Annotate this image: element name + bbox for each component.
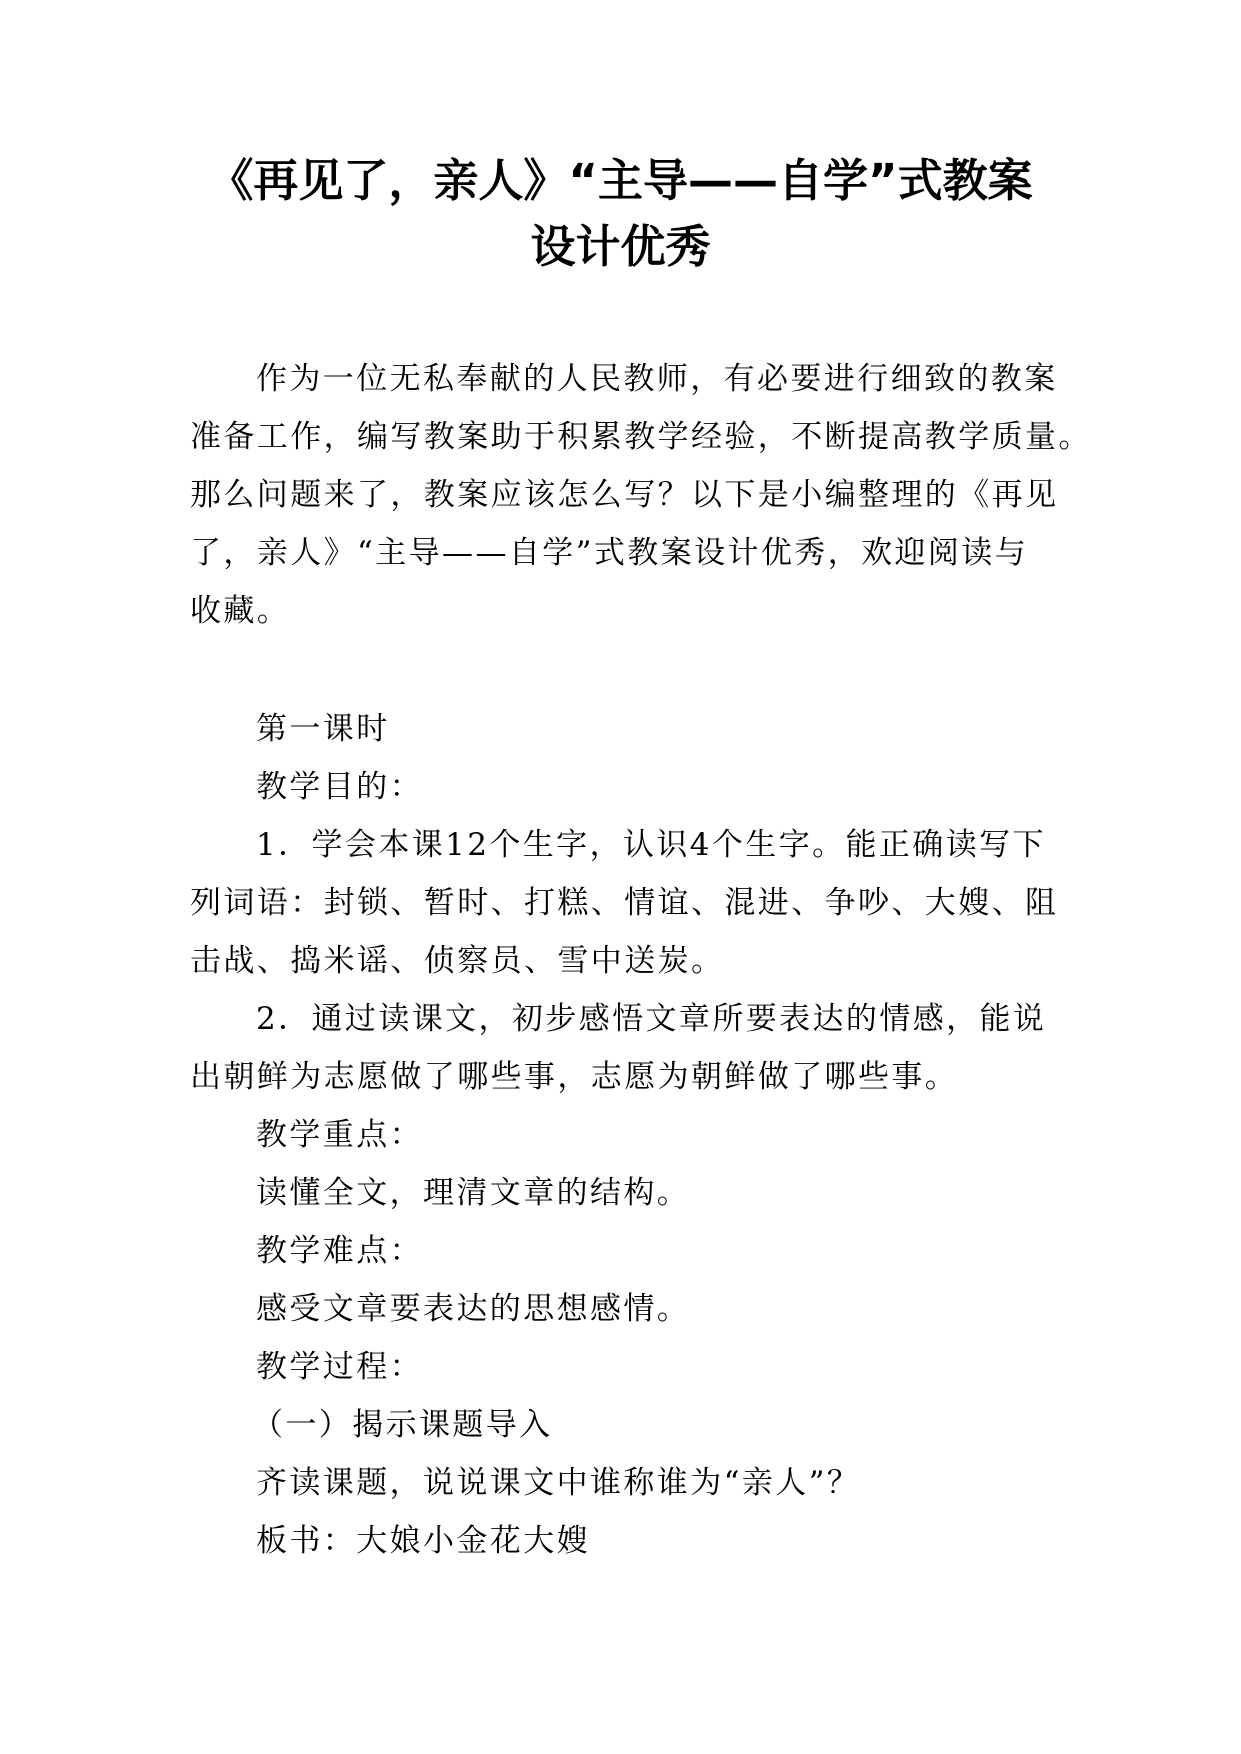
board-text: 板书：大娘小金花大嫂: [256, 1523, 590, 1559]
objective-2-line: 出朝鲜为志愿做了哪些事，志愿为朝鲜做了哪些事。: [190, 1059, 959, 1095]
intro-line: 收藏。: [190, 593, 291, 629]
intro-line: 那么问题来了，教案应该怎么写？以下是小编整理的《再见: [190, 477, 1059, 513]
objective-2-line: 2．通过读课文，初步感悟文章所要表达的情感，能说: [256, 1001, 1047, 1037]
document-title: [150, 148, 1091, 280]
intro-line: 作为一位无私奉献的人民教师，有必要进行细致的教案: [256, 361, 1058, 397]
difficulty-label: 教学难点：: [256, 1233, 423, 1269]
intro-line: 了，亲人》“主导——自学”式教案设计优秀，欢迎阅读与: [190, 535, 1029, 571]
title-line-2: 设计优秀: [530, 220, 711, 273]
objectives-label: 教学目的：: [256, 769, 423, 805]
lesson-section: [190, 700, 1059, 1570]
process-label: 教学过程：: [256, 1349, 423, 1385]
objective-1-line: 列词语：封锁、暂时、打糕、情谊、混进、争吵、大嫂、阻: [190, 885, 1059, 921]
step-1-text: 齐读课题，说说课文中谁称谁为“亲人”？: [256, 1465, 861, 1501]
intro-line: 准备工作，编写教案助于积累教学经验，不断提高教学质量。: [190, 419, 1092, 455]
key-point-label: 教学重点：: [256, 1117, 423, 1153]
intro-paragraph: [190, 350, 1092, 640]
difficulty-text: 感受文章要表达的思想感情。: [256, 1291, 691, 1327]
objective-1-line: 击战、捣米谣、侦察员、雪中送炭。: [190, 943, 725, 979]
title-line-1: 《再见了，亲人》“主导——自学”式教案: [208, 154, 1033, 207]
objective-1-line: 1．学会本课12个生字，认识4个生字。能正确读写下: [256, 827, 1046, 863]
key-point-text: 读懂全文，理清文章的结构。: [256, 1175, 691, 1211]
step-1-heading: （一）揭示课题导入: [252, 1407, 553, 1443]
lesson-period: 第一课时: [256, 711, 390, 747]
